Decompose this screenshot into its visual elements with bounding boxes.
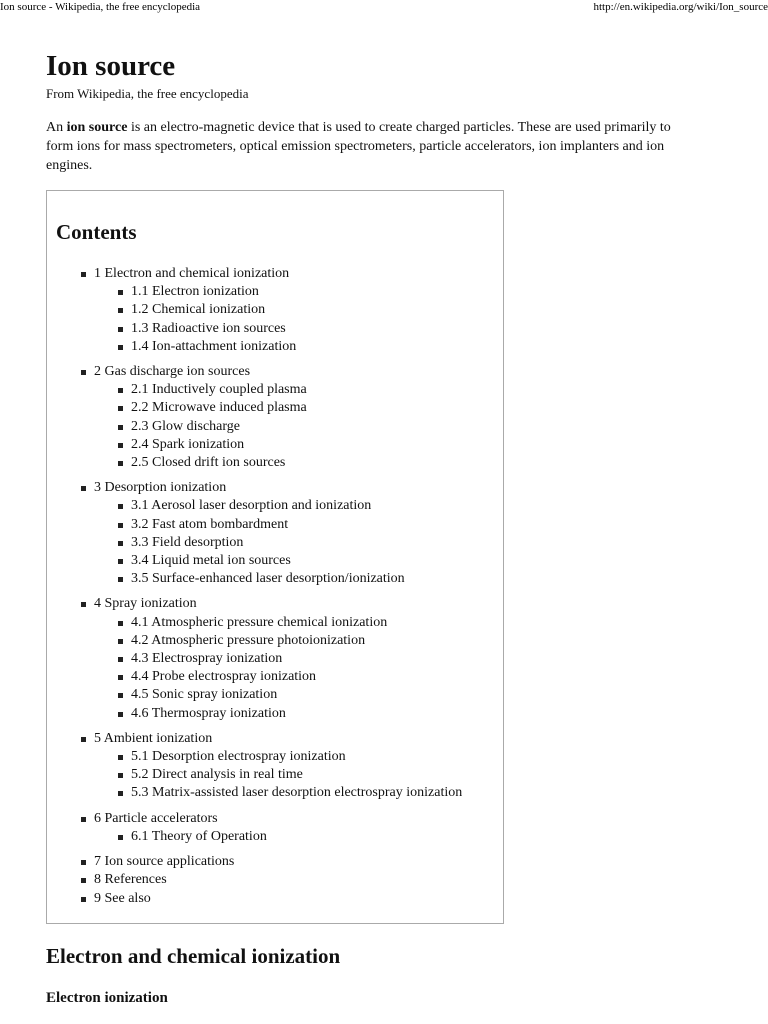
- toc-link[interactable]: 1 Electron and chemical ionization: [94, 266, 290, 281]
- toc-subitem: [94, 632, 503, 650]
- toc-heading: Contents: [56, 220, 137, 244]
- toc-sublist: [94, 828, 503, 846]
- toc-link[interactable]: 3 Desorption ionization: [94, 480, 227, 496]
- toc-item: [56, 730, 503, 803]
- section-heading: Electron and chemical ionization: [46, 944, 341, 968]
- toc-sublist: [94, 283, 503, 356]
- toc-subitem: [94, 418, 503, 436]
- toc-item: [56, 853, 503, 871]
- toc-subitem: [94, 381, 503, 399]
- bullet-icon: [81, 370, 86, 375]
- print-page-title: Ion source - Wikipedia, the free encyclopedia: [0, 1, 201, 13]
- toc-sublink[interactable]: 3.3 Field desorption: [131, 534, 244, 550]
- toc-list: [56, 265, 503, 908]
- toc-sublink[interactable]: 3.4 Liquid metal ion sources: [131, 553, 291, 569]
- toc-sublink[interactable]: 2.3 Glow discharge: [131, 418, 240, 434]
- toc-link[interactable]: 6 Particle accelerators: [94, 810, 218, 826]
- bullet-icon: [118, 639, 123, 644]
- bullet-icon: [118, 443, 123, 448]
- bullet-icon: [118, 693, 123, 698]
- bullet-icon: [118, 345, 123, 350]
- bullet-icon: [118, 461, 123, 466]
- toc-sublink[interactable]: 4.5 Sonic spray ionization: [131, 687, 278, 703]
- toc-sublink[interactable]: 1.4 Ion-attachment ionization: [131, 338, 297, 354]
- bullet-icon: [118, 835, 123, 840]
- bullet-icon: [81, 817, 86, 822]
- toc-sublink[interactable]: 3.2 Fast atom bombardment: [131, 516, 289, 532]
- toc-link[interactable]: 2 Gas discharge ion sources: [94, 364, 251, 380]
- bullet-icon: [118, 621, 123, 626]
- toc-subitem: [94, 614, 503, 632]
- toc-item: [56, 890, 503, 908]
- intro-paragraph: [46, 118, 696, 175]
- bullet-icon: [118, 504, 123, 509]
- toc-item: [56, 363, 503, 472]
- toc-subitem: [94, 301, 503, 319]
- toc-sublink[interactable]: 1.3 Radioactive ion sources: [131, 320, 286, 336]
- bullet-icon: [118, 290, 123, 295]
- toc-sublink[interactable]: 5.3 Matrix-assisted laser desorption electrospray ionization: [131, 785, 463, 801]
- bullet-icon: [118, 791, 123, 796]
- toc-sublink[interactable]: 2.5 Closed drift ion sources: [131, 455, 286, 471]
- toc-subitem: [94, 650, 503, 668]
- toc-item: [56, 871, 503, 889]
- print-header: [0, 0, 768, 14]
- toc-subitem: [94, 828, 503, 846]
- bullet-icon: [118, 773, 123, 778]
- toc-sublink[interactable]: 4.6 Thermospray ionization: [131, 705, 286, 721]
- bullet-icon: [118, 523, 123, 528]
- toc-subitem: [94, 399, 503, 417]
- bullet-icon: [81, 272, 86, 277]
- toc-subitem: [94, 320, 503, 338]
- toc-sublink[interactable]: 4.1 Atmospheric pressure chemical ionization: [131, 614, 388, 630]
- bullet-icon: [118, 657, 123, 662]
- bullet-icon: [118, 712, 123, 717]
- toc-subitem: [94, 686, 503, 704]
- toc-sublink[interactable]: 6.1 Theory of Operation: [131, 828, 267, 844]
- toc-link[interactable]: 7 Ion source applications: [94, 854, 235, 870]
- toc-sublink[interactable]: 4.4 Probe electrospray ionization: [131, 669, 317, 685]
- intro-text-pre: An: [46, 120, 67, 135]
- bullet-icon: [118, 406, 123, 411]
- toc-subitem: [94, 436, 503, 454]
- bullet-icon: [81, 602, 86, 607]
- toc-subitem: [94, 338, 503, 356]
- toc-sublink[interactable]: 1.1 Electron ionization: [131, 284, 259, 300]
- intro-bold-term: ion source: [66, 120, 128, 135]
- page-title: Ion source: [46, 50, 176, 82]
- bullet-icon: [118, 541, 123, 546]
- toc-item: [56, 479, 503, 588]
- toc-sublist: [94, 748, 503, 803]
- toc-subitem: [94, 668, 503, 686]
- toc-subitem: [94, 534, 503, 552]
- toc-sublink[interactable]: 1.2 Chemical ionization: [131, 302, 266, 318]
- toc-sublink[interactable]: 4.3 Electrospray ionization: [131, 651, 283, 667]
- bullet-icon: [118, 308, 123, 313]
- bullet-icon: [118, 388, 123, 393]
- intro-text-post: is an electro-magnetic device that is used to create charged particles. These are used primarily to form ions for mass spectrometers, optical emission spectrometers, particle accelerators, ion implanters and ion engines.: [46, 120, 671, 173]
- toc-item: [56, 810, 503, 846]
- bullet-icon: [81, 878, 86, 883]
- subsection-heading: Electron ionization: [46, 990, 168, 1006]
- toc-link[interactable]: 4 Spray ionization: [94, 596, 197, 612]
- bullet-icon: [118, 425, 123, 430]
- bullet-icon: [81, 486, 86, 491]
- toc-sublink[interactable]: 5.1 Desorption electrospray ionization: [131, 749, 346, 765]
- toc-sublink[interactable]: 3.1 Aerosol laser desorption and ionization: [131, 498, 372, 514]
- toc-sublink[interactable]: 2.1 Inductively coupled plasma: [131, 382, 307, 398]
- toc-sublink[interactable]: 3.5 Surface-enhanced laser desorption/ionization: [131, 571, 405, 587]
- toc-subitem: [94, 283, 503, 301]
- print-url: http://en.wikipedia.org/wiki/Ion_source: [593, 1, 768, 13]
- toc-subitem: [94, 497, 503, 515]
- toc-item: [56, 595, 503, 722]
- toc-subitem: [94, 570, 503, 588]
- toc-subitem: [94, 454, 503, 472]
- toc-subitem: [94, 784, 503, 802]
- toc-sublist: [94, 497, 503, 588]
- toc-sublink[interactable]: 2.4 Spark ionization: [131, 436, 245, 452]
- toc-subitem: [94, 516, 503, 534]
- toc-sublist: [94, 381, 503, 472]
- article-content: [46, 46, 726, 1008]
- toc-sublink[interactable]: 4.2 Atmospheric pressure photoionization: [131, 632, 366, 648]
- toc-subitem: [94, 748, 503, 766]
- toc-subitem: [94, 705, 503, 723]
- toc-link[interactable]: 8 References: [94, 872, 167, 888]
- toc-sublink[interactable]: 2.2 Microwave induced plasma: [131, 400, 307, 416]
- bullet-icon: [81, 860, 86, 865]
- bullet-icon: [118, 675, 123, 680]
- toc-sublist: [94, 614, 503, 723]
- table-of-contents: [46, 190, 504, 924]
- bullet-icon: [81, 737, 86, 742]
- toc-subitem: [94, 552, 503, 570]
- toc-sublink[interactable]: 5.2 Direct analysis in real time: [131, 767, 303, 783]
- bullet-icon: [118, 755, 123, 760]
- bullet-icon: [81, 897, 86, 902]
- site-tagline: From Wikipedia, the free encyclopedia: [46, 86, 249, 101]
- toc-item: [56, 265, 503, 356]
- toc-link[interactable]: 5 Ambient ionization: [94, 730, 213, 746]
- bullet-icon: [118, 559, 123, 564]
- bullet-icon: [118, 577, 123, 582]
- toc-link[interactable]: 9 See also: [94, 890, 151, 906]
- bullet-icon: [118, 327, 123, 332]
- toc-subitem: [94, 766, 503, 784]
